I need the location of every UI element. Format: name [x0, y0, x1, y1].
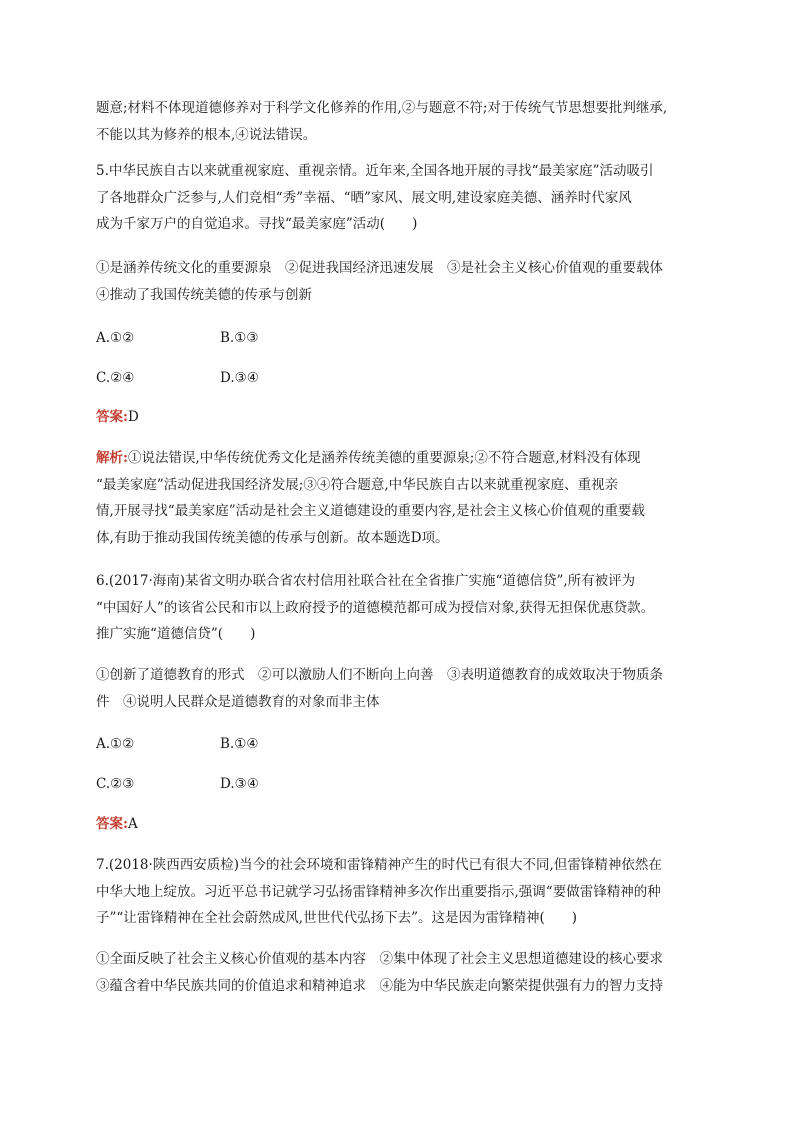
q6-choice-a: A.①② [96, 736, 135, 752]
question-6-stem: 6.(2017·海南)某省文明办联合省农村信用社联合社在全省推广实施“道德信贷”,所有被评为 “中国好人”的该省公民和市以上政府授予的道德模范都可成为授信对象,获得无担保优惠贷款。 推广实施“道德信贷”( ) [96, 573, 655, 642]
answer-value: D [127, 409, 139, 425]
answer-label: 答案: [96, 816, 128, 832]
question-6-statements: ①创新了道德教育的形式 ②可以激励人们不断向上向善 ③表明道德教育的成效取决于物质条 件 ④说明人民群众是道德教育的对象而非主体 [96, 667, 663, 710]
q5-answer [96, 404, 696, 431]
q5-choice-b: B.①③ [220, 330, 259, 346]
q5-choice-a: A.①② [96, 330, 135, 346]
q6-answer [96, 811, 696, 838]
previous-analysis-continuation: 题意;材料不体现道德修养对于科学文化修养的作用,②与题意不符;对于传统气节思想要批判继承, 不能以其为修养的根本,④说法错误。 [96, 100, 668, 143]
question-7-stem: 7.(2018·陕西西安质检)当今的社会环境和雷锋精神产生的时代已有很大不同,但雷锋精神依然在 中华大地上绽放。习近平总书记就学习弘扬雷锋精神多次作出重要指示,强调“要做雷锋精神的种 子”“让雷锋精神在全社会蔚然成风,世世代代弘扬下去”。这是因为雷锋精神( ) [96, 857, 662, 926]
q6-choice-b: B.①④ [220, 736, 259, 752]
q6-choice-c: C.②③ [96, 776, 135, 792]
question-5-stem: 5.中华民族自古以来就重视家庭、重视亲情。近年来,全国各地开展的寻找“最美家庭”活动吸引 了各地群众广泛参与,人们竞相“秀”幸福、“晒”家风、展文明,建设家庭美德、涵养时代家风 成为千家万户的自觉追求。寻找“最美家庭”活动( ) [96, 163, 654, 232]
question-5-statements: ①是涵养传统文化的重要源泉 ②促进我国经济迅速发展 ③是社会主义核心价值观的重要载体 ④推动了我国传统美德的传承与创新 [96, 260, 663, 303]
question-7-statements: ①全面反映了社会主义核心价值观的基本内容 ②集中体现了社会主义思想道德建设的核心要求 ③蕴含着中华民族共同的价值追求和精神追求 ④能为中华民族走向繁荣提供强有力的智力支持 [96, 951, 663, 994]
q5-choice-d: D.③④ [220, 370, 259, 386]
answer-label: 答案: [96, 409, 128, 425]
analysis-label: 解析: [96, 450, 128, 466]
answer-value: A [127, 816, 138, 832]
q6-choice-d: D.③④ [220, 776, 259, 792]
q5-choice-c: C.②④ [96, 370, 135, 386]
q5-analysis: 解析:①说法错误,中华传统优秀文化是涵养传统美德的重要源泉;②不符合题意,材料没有体现 “最美家庭”活动促进我国经济发展;③④符合题意,中华民族自古以来就重视家庭、重视亲 情,开展寻找“最美家庭”活动是社会主义道德建设的重要内容,是社会主义核心价值观的重要载 体,有助于推动我国传统美德的传承与创新。故本题选D项。 [96, 450, 645, 546]
